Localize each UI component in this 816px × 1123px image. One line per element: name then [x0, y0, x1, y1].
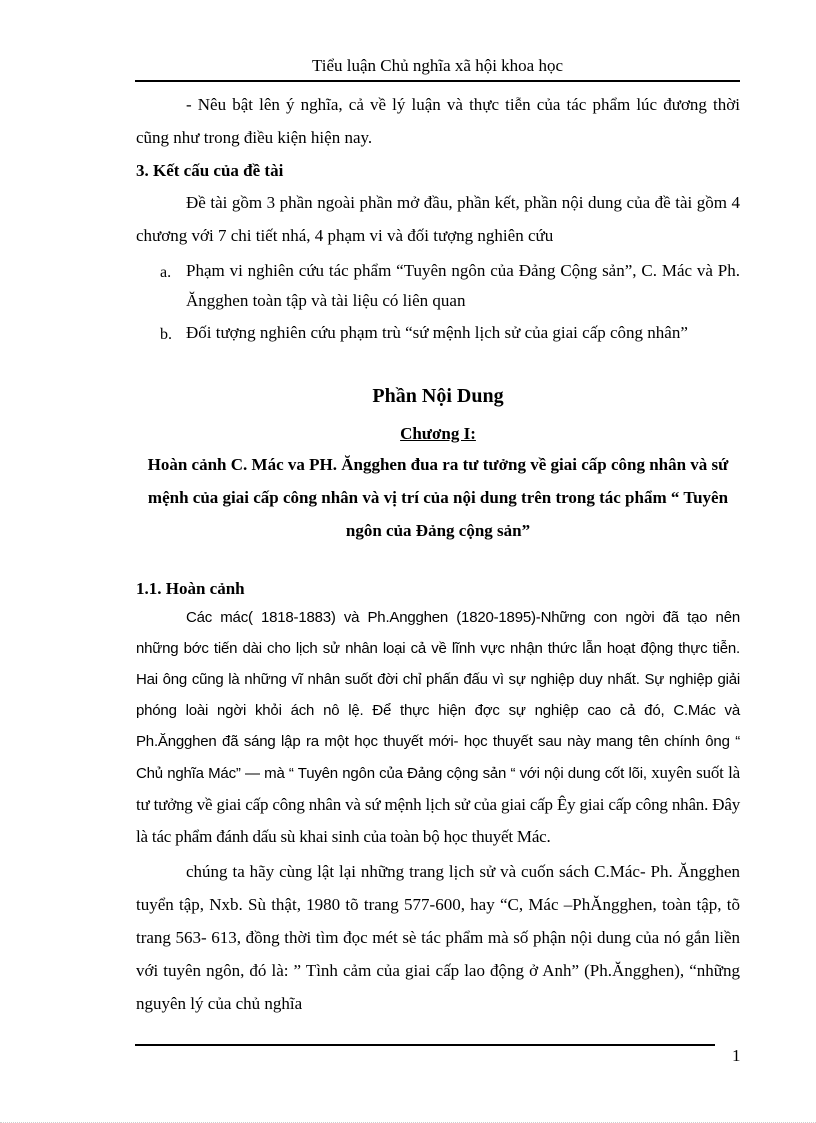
chapter-label: Chương I:: [400, 424, 476, 443]
structure-paragraph: Đề tài gồm 3 phần ngoài phần mở đầu, phần kết, phần nội dung của đề tài gồm 4 chương với 7 chi tiết nhá, 4 phạm vi và đối tượng nghiên cứu: [136, 193, 740, 245]
list-item-a: [160, 256, 740, 316]
list-marker-a: a.: [160, 264, 172, 281]
history-paragraph-2: chúng ta hãy cùng lật lại những trang lịch sử và cuốn sách C.Mác- Ph. Ăngghen tuyển tập, Nxb. Sù thật, 1980 tõ trang 577-600, hay “C, Mác –PhĂngghen, toàn tập, tõ trang 563- 613, đồng thời tìm đọc mét sè tác phẩm mà số phận nội dung của nó gắn liền với tuyên ngôn, đó là: ” Tình cảm của giai cấp lao động ở Anh” (Ph.Ăngghen), “những nguyên lý của chủ nghĩa: [136, 862, 740, 1013]
history-paragraph-1-tail: xuyên suốt là tư tưởng về giai cấp công nhân và sứ mệnh lịch sử của giai cấp Êy giai cấp công nhân. Đây là tác phẩm đánh dấu sù khai sinh của toàn bộ học thuyết Mác.: [136, 763, 740, 846]
list-text-a: Phạm vi nghiên cứu tác phẩm “Tuyên ngôn của Đảng Cộng sản”, C. Mác và Ph. Ăngghen toàn tập và tài liệu có liên quan: [186, 261, 740, 310]
page-number: 1: [732, 1046, 741, 1065]
history-paragraph-1: [136, 602, 740, 853]
header-rule: [135, 80, 740, 82]
history-paragraph-1-body: Các mác( 1818-1883) và Ph.Angghen (1820-1895)-Những con ngời đã tạo nên những bớc tiến dài cho lịch sử nhân loại cả về lĩnh vực nhận thức lẫn hoạt động thực tiễn. Hai ông cũng là những vĩ nhân suốt đời chỉ phấn đấu vì sự nghiệp duy nhất. Sự nghiệp giải phóng loài ngời khỏi ách nô lệ. Để thực hiện đợc sự nghiệp cao cả đó, C.Mác và Ph.Ăngghen đã sáng lập ra một học thuyết mới- học thuyết sau này mang tên chính ông “ Chủ nghĩa Mác” — mà “ Tuyên ngôn của Đảng cộng sản “ với nội dung cốt lõi,: [136, 609, 740, 782]
section-heading: 1.1. Hoàn cảnh: [136, 579, 245, 598]
chapter-title: Hoàn cảnh C. Mác va PH. Ăngghen đua ra tư tưởng về giai cấp công nhân và sứ mệnh của giai cấp công nhân và vị trí của nội dung trên trong tác phẩm “ Tuyên ngôn của Đảng cộng sản”: [147, 455, 729, 540]
footer-rule: [135, 1044, 715, 1046]
goal-paragraph: - Nêu bật lên ý nghĩa, cả về lý luận và thực tiễn của tác phẩm lúc đương thời cũng như trong điều kiện hiện nay.: [136, 95, 740, 147]
list-text-b: Đối tượng nghiên cứu phạm trù “sứ mệnh lịch sử của giai cấp công nhân”: [186, 323, 688, 342]
page-header: Tiểu luận Chủ nghĩa xã hội khoa học: [311, 56, 564, 75]
structure-heading: 3. Kết cấu của đề tài: [136, 161, 284, 180]
list-item-b: [160, 318, 740, 348]
part-title: Phần Nội Dung: [372, 385, 504, 407]
list-marker-b: b.: [160, 326, 172, 343]
